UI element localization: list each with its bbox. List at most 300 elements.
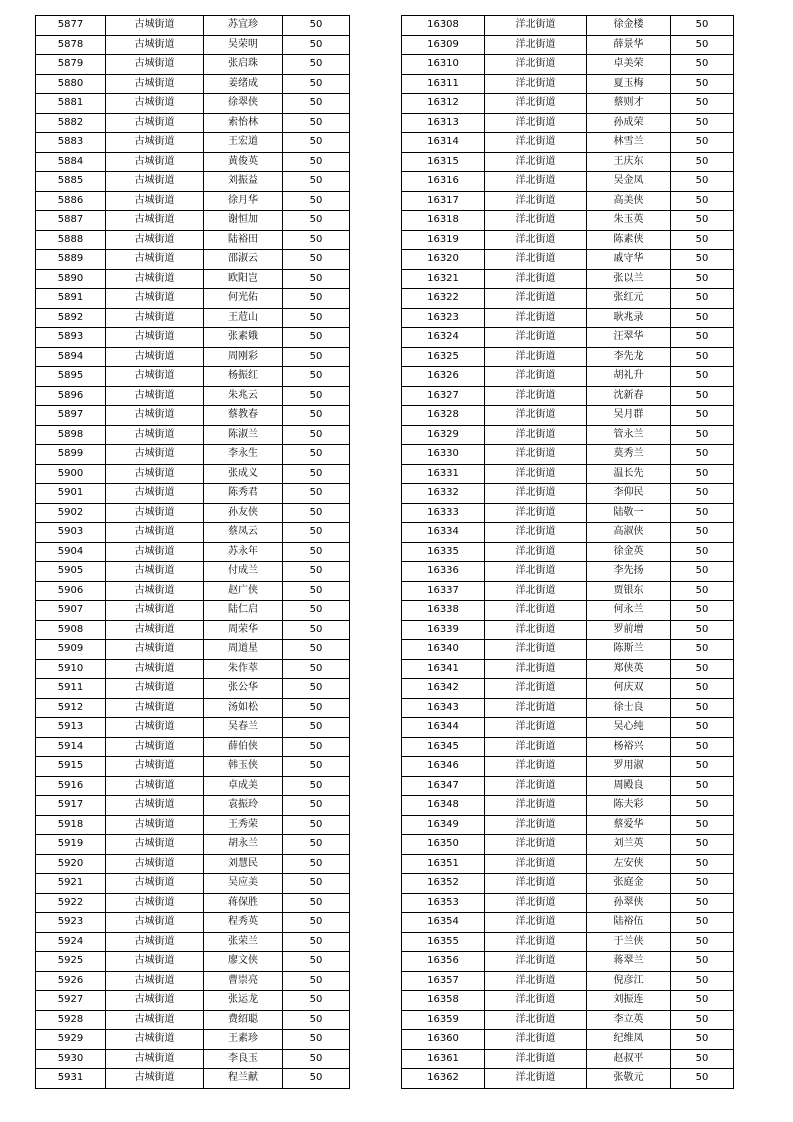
name-cell: 周刚彩 (204, 347, 283, 367)
subdistrict-cell: 洋北街道 (485, 55, 587, 75)
name-cell: 薛景华 (587, 35, 671, 55)
serial-number-cell: 5920 (36, 854, 106, 874)
subdistrict-cell: 洋北街道 (485, 1010, 587, 1030)
amount-cell: 50 (283, 542, 350, 562)
name-cell: 孙成荣 (587, 113, 671, 133)
table-row (402, 308, 734, 328)
subdistrict-cell: 洋北街道 (485, 74, 587, 94)
subdistrict-cell: 洋北街道 (485, 581, 587, 601)
name-cell: 张启珠 (204, 55, 283, 75)
serial-number-cell: 5877 (36, 16, 106, 36)
amount-cell: 50 (283, 1030, 350, 1050)
serial-number-cell: 16323 (402, 308, 485, 328)
subdistrict-cell: 古城街道 (106, 464, 204, 484)
name-cell: 陈夫彩 (587, 796, 671, 816)
amount-cell: 50 (283, 425, 350, 445)
amount-cell: 50 (671, 1030, 734, 1050)
amount-cell: 50 (283, 776, 350, 796)
name-cell: 卓成美 (204, 776, 283, 796)
serial-number-cell: 5893 (36, 328, 106, 348)
serial-number-cell: 5889 (36, 250, 106, 270)
table-row (402, 1010, 734, 1030)
subdistrict-cell: 洋北街道 (485, 757, 587, 777)
name-cell: 周道星 (204, 640, 283, 660)
subdistrict-cell: 洋北街道 (485, 523, 587, 543)
amount-cell: 50 (283, 698, 350, 718)
serial-number-cell: 5916 (36, 776, 106, 796)
table-row (402, 718, 734, 738)
subdistrict-cell: 古城街道 (106, 737, 204, 757)
name-cell: 温长先 (587, 464, 671, 484)
amount-cell: 50 (283, 289, 350, 309)
amount-cell: 50 (283, 971, 350, 991)
subdistrict-cell: 古城街道 (106, 1030, 204, 1050)
subdistrict-cell: 古城街道 (106, 796, 204, 816)
name-cell: 罗用淑 (587, 757, 671, 777)
subdistrict-cell: 洋北街道 (485, 386, 587, 406)
table-row (402, 230, 734, 250)
subdistrict-cell: 洋北街道 (485, 913, 587, 933)
subdistrict-cell: 古城街道 (106, 250, 204, 270)
subdistrict-cell: 洋北街道 (485, 308, 587, 328)
table-row (36, 269, 350, 289)
table-row (402, 425, 734, 445)
table-row (402, 874, 734, 894)
serial-number-cell: 5902 (36, 503, 106, 523)
amount-cell: 50 (671, 55, 734, 75)
name-cell: 黄俊英 (204, 152, 283, 172)
serial-number-cell: 16333 (402, 503, 485, 523)
name-cell: 索怡林 (204, 113, 283, 133)
amount-cell: 50 (283, 406, 350, 426)
amount-cell: 50 (671, 659, 734, 679)
table-row (402, 542, 734, 562)
subdistrict-cell: 古城街道 (106, 152, 204, 172)
subdistrict-cell: 古城街道 (106, 16, 204, 36)
serial-number-cell: 16361 (402, 1049, 485, 1069)
serial-number-cell: 16329 (402, 425, 485, 445)
subdistrict-cell: 古城街道 (106, 757, 204, 777)
amount-cell: 50 (671, 367, 734, 387)
table-row (36, 152, 350, 172)
serial-number-cell: 16357 (402, 971, 485, 991)
serial-number-cell: 16311 (402, 74, 485, 94)
amount-cell: 50 (283, 55, 350, 75)
amount-cell: 50 (671, 347, 734, 367)
amount-cell: 50 (671, 464, 734, 484)
subdistrict-cell: 古城街道 (106, 191, 204, 211)
amount-cell: 50 (671, 523, 734, 543)
subdistrict-cell: 洋北街道 (485, 250, 587, 270)
name-cell: 孙友侠 (204, 503, 283, 523)
table-row (402, 445, 734, 465)
serial-number-cell: 16354 (402, 913, 485, 933)
subdistrict-cell: 古城街道 (106, 523, 204, 543)
table-row (402, 347, 734, 367)
table-row (402, 776, 734, 796)
amount-cell: 50 (671, 445, 734, 465)
serial-number-cell: 16313 (402, 113, 485, 133)
serial-number-cell: 16338 (402, 601, 485, 621)
amount-cell: 50 (283, 1010, 350, 1030)
name-cell: 何光佑 (204, 289, 283, 309)
subdistrict-cell: 洋北街道 (485, 503, 587, 523)
table-row (36, 698, 350, 718)
serial-number-cell: 16347 (402, 776, 485, 796)
serial-number-cell: 5903 (36, 523, 106, 543)
amount-cell: 50 (671, 776, 734, 796)
amount-cell: 50 (671, 737, 734, 757)
subdistrict-cell: 洋北街道 (485, 347, 587, 367)
table-row (36, 620, 350, 640)
table-row (402, 1069, 734, 1089)
subdistrict-cell: 古城街道 (106, 776, 204, 796)
subdistrict-cell: 古城街道 (106, 1010, 204, 1030)
serial-number-cell: 16350 (402, 835, 485, 855)
table-row (402, 796, 734, 816)
subdistrict-cell: 古城街道 (106, 55, 204, 75)
serial-number-cell: 5899 (36, 445, 106, 465)
serial-number-cell: 16340 (402, 640, 485, 660)
serial-number-cell: 16326 (402, 367, 485, 387)
table-row (36, 640, 350, 660)
amount-cell: 50 (671, 971, 734, 991)
subdistrict-cell: 洋北街道 (485, 172, 587, 192)
amount-cell: 50 (671, 1069, 734, 1089)
name-cell: 费绍聪 (204, 1010, 283, 1030)
serial-number-cell: 5927 (36, 991, 106, 1011)
table-row (36, 718, 350, 738)
amount-cell: 50 (283, 367, 350, 387)
serial-number-cell: 5894 (36, 347, 106, 367)
amount-cell: 50 (283, 523, 350, 543)
name-cell: 王宏道 (204, 133, 283, 153)
subdistrict-cell: 洋北街道 (485, 874, 587, 894)
serial-number-cell: 5917 (36, 796, 106, 816)
table-row (402, 74, 734, 94)
name-cell: 谢恒加 (204, 211, 283, 231)
subdistrict-cell: 洋北街道 (485, 269, 587, 289)
table-row (36, 835, 350, 855)
serial-number-cell: 16342 (402, 679, 485, 699)
table-row (36, 35, 350, 55)
table-row (402, 113, 734, 133)
amount-cell: 50 (671, 16, 734, 36)
table-row (402, 503, 734, 523)
table-row (402, 386, 734, 406)
subdistrict-cell: 洋北街道 (485, 796, 587, 816)
name-cell: 高淑侠 (587, 523, 671, 543)
subdistrict-cell: 洋北街道 (485, 328, 587, 348)
amount-cell: 50 (671, 211, 734, 231)
name-cell: 吴春兰 (204, 718, 283, 738)
amount-cell: 50 (671, 172, 734, 192)
name-cell: 姜绪成 (204, 74, 283, 94)
name-cell: 徐月华 (204, 191, 283, 211)
subdistrict-cell: 洋北街道 (485, 601, 587, 621)
name-cell: 周殿良 (587, 776, 671, 796)
amount-cell: 50 (671, 152, 734, 172)
subdistrict-cell: 古城街道 (106, 991, 204, 1011)
name-cell: 郑侠英 (587, 659, 671, 679)
amount-cell: 50 (671, 952, 734, 972)
name-cell: 汤如松 (204, 698, 283, 718)
serial-number-cell: 16320 (402, 250, 485, 270)
amount-cell: 50 (671, 386, 734, 406)
serial-number-cell: 5880 (36, 74, 106, 94)
name-cell: 卓美荣 (587, 55, 671, 75)
subdistrict-cell: 洋北街道 (485, 230, 587, 250)
subdistrict-cell: 洋北街道 (485, 1030, 587, 1050)
table-row (36, 971, 350, 991)
table-row (402, 640, 734, 660)
amount-cell: 50 (283, 679, 350, 699)
table-row (402, 328, 734, 348)
name-cell: 左安侠 (587, 854, 671, 874)
subdistrict-cell: 洋北街道 (485, 679, 587, 699)
subdistrict-cell: 古城街道 (106, 659, 204, 679)
subdistrict-cell: 古城街道 (106, 113, 204, 133)
serial-number-cell: 5891 (36, 289, 106, 309)
amount-cell: 50 (671, 113, 734, 133)
serial-number-cell: 5878 (36, 35, 106, 55)
table-row (402, 562, 734, 582)
amount-cell: 50 (283, 464, 350, 484)
table-row (402, 16, 734, 36)
name-cell: 于兰侠 (587, 932, 671, 952)
amount-cell: 50 (283, 328, 350, 348)
serial-number-cell: 16348 (402, 796, 485, 816)
amount-cell: 50 (671, 425, 734, 445)
name-cell: 陈淑兰 (204, 425, 283, 445)
left-table-body (36, 16, 350, 1089)
serial-number-cell: 5928 (36, 1010, 106, 1030)
amount-cell: 50 (283, 35, 350, 55)
serial-number-cell: 16324 (402, 328, 485, 348)
table-row (36, 211, 350, 231)
serial-number-cell: 5930 (36, 1049, 106, 1069)
amount-cell: 50 (283, 913, 350, 933)
amount-cell: 50 (283, 16, 350, 36)
serial-number-cell: 5907 (36, 601, 106, 621)
amount-cell: 50 (283, 737, 350, 757)
amount-cell: 50 (283, 133, 350, 153)
amount-cell: 50 (671, 328, 734, 348)
name-cell: 李仰民 (587, 484, 671, 504)
serial-number-cell: 16334 (402, 523, 485, 543)
name-cell: 张以兰 (587, 269, 671, 289)
serial-number-cell: 16345 (402, 737, 485, 757)
subdistrict-cell: 洋北街道 (485, 425, 587, 445)
table-row (36, 562, 350, 582)
subdistrict-cell: 洋北街道 (485, 464, 587, 484)
table-row (36, 113, 350, 133)
table-row (36, 796, 350, 816)
table-row (36, 308, 350, 328)
amount-cell: 50 (671, 991, 734, 1011)
amount-cell: 50 (283, 503, 350, 523)
name-cell: 王苊山 (204, 308, 283, 328)
table-row (36, 16, 350, 36)
serial-number-cell: 5886 (36, 191, 106, 211)
serial-number-cell: 5922 (36, 893, 106, 913)
name-cell: 蒋翠兰 (587, 952, 671, 972)
name-cell: 何庆双 (587, 679, 671, 699)
subdistrict-cell: 古城街道 (106, 445, 204, 465)
table-row (36, 191, 350, 211)
serial-number-cell: 16358 (402, 991, 485, 1011)
name-cell: 李先龙 (587, 347, 671, 367)
subdistrict-cell: 古城街道 (106, 562, 204, 582)
table-row (36, 367, 350, 387)
name-cell: 蔡教春 (204, 406, 283, 426)
table-row (402, 55, 734, 75)
right-table-body (402, 16, 734, 1089)
serial-number-cell: 16316 (402, 172, 485, 192)
amount-cell: 50 (283, 484, 350, 504)
name-cell: 刘兰英 (587, 835, 671, 855)
subdistrict-cell: 洋北街道 (485, 445, 587, 465)
serial-number-cell: 5895 (36, 367, 106, 387)
subdistrict-cell: 古城街道 (106, 854, 204, 874)
amount-cell: 50 (283, 1069, 350, 1089)
serial-number-cell: 5908 (36, 620, 106, 640)
subdistrict-cell: 古城街道 (106, 698, 204, 718)
subdistrict-cell: 古城街道 (106, 406, 204, 426)
table-row (36, 679, 350, 699)
amount-cell: 50 (671, 133, 734, 153)
serial-number-cell: 16310 (402, 55, 485, 75)
serial-number-cell: 5905 (36, 562, 106, 582)
serial-number-cell: 5924 (36, 932, 106, 952)
name-cell: 张运龙 (204, 991, 283, 1011)
name-cell: 莫秀兰 (587, 445, 671, 465)
name-cell: 陆仁启 (204, 601, 283, 621)
name-cell: 张荣兰 (204, 932, 283, 952)
serial-number-cell: 16360 (402, 1030, 485, 1050)
table-row (36, 893, 350, 913)
table-row (36, 854, 350, 874)
subdistrict-cell: 古城街道 (106, 74, 204, 94)
subdistrict-cell: 古城街道 (106, 581, 204, 601)
table-row (402, 854, 734, 874)
subdistrict-cell: 洋北街道 (485, 893, 587, 913)
table-row (36, 386, 350, 406)
table-row (402, 133, 734, 153)
amount-cell: 50 (671, 932, 734, 952)
amount-cell: 50 (671, 601, 734, 621)
serial-number-cell: 16344 (402, 718, 485, 738)
table-row (36, 133, 350, 153)
serial-number-cell: 16331 (402, 464, 485, 484)
name-cell: 周荣华 (204, 620, 283, 640)
name-cell: 杨振红 (204, 367, 283, 387)
table-row (402, 211, 734, 231)
name-cell: 张庭金 (587, 874, 671, 894)
amount-cell: 50 (671, 815, 734, 835)
table-row (402, 367, 734, 387)
serial-number-cell: 5912 (36, 698, 106, 718)
name-cell: 付成兰 (204, 562, 283, 582)
serial-number-cell: 5881 (36, 94, 106, 114)
table-row (402, 757, 734, 777)
amount-cell: 50 (283, 445, 350, 465)
serial-number-cell: 5892 (36, 308, 106, 328)
amount-cell: 50 (283, 386, 350, 406)
name-cell: 刘振益 (204, 172, 283, 192)
subdistrict-cell: 洋北街道 (485, 659, 587, 679)
name-cell: 苏永年 (204, 542, 283, 562)
amount-cell: 50 (283, 718, 350, 738)
amount-cell: 50 (671, 503, 734, 523)
table-row (36, 874, 350, 894)
subdistrict-cell: 古城街道 (106, 35, 204, 55)
serial-number-cell: 5913 (36, 718, 106, 738)
name-cell: 贾银东 (587, 581, 671, 601)
serial-number-cell: 16330 (402, 445, 485, 465)
subdistrict-cell: 古城街道 (106, 386, 204, 406)
name-cell: 徐金英 (587, 542, 671, 562)
table-row (36, 328, 350, 348)
subdistrict-cell: 洋北街道 (485, 133, 587, 153)
amount-cell: 50 (283, 601, 350, 621)
table-row (36, 503, 350, 523)
subdistrict-cell: 洋北街道 (485, 1049, 587, 1069)
name-cell: 李先扬 (587, 562, 671, 582)
subdistrict-cell: 古城街道 (106, 815, 204, 835)
serial-number-cell: 16315 (402, 152, 485, 172)
name-cell: 蒋保胜 (204, 893, 283, 913)
subdistrict-cell: 洋北街道 (485, 152, 587, 172)
name-cell: 胡永兰 (204, 835, 283, 855)
name-cell: 杨裕兴 (587, 737, 671, 757)
amount-cell: 50 (283, 230, 350, 250)
serial-number-cell: 5911 (36, 679, 106, 699)
name-cell: 陆裕田 (204, 230, 283, 250)
subdistrict-cell: 古城街道 (106, 133, 204, 153)
amount-cell: 50 (283, 659, 350, 679)
name-cell: 王素珍 (204, 1030, 283, 1050)
serial-number-cell: 16328 (402, 406, 485, 426)
subdistrict-cell: 洋北街道 (485, 640, 587, 660)
subdistrict-cell: 洋北街道 (485, 542, 587, 562)
table-row (36, 1010, 350, 1030)
table-row (402, 991, 734, 1011)
serial-number-cell: 5879 (36, 55, 106, 75)
amount-cell: 50 (283, 932, 350, 952)
subdistrict-cell: 洋北街道 (485, 952, 587, 972)
subdistrict-cell: 古城街道 (106, 952, 204, 972)
name-cell: 朱玉英 (587, 211, 671, 231)
name-cell: 吴心纯 (587, 718, 671, 738)
serial-number-cell: 5918 (36, 815, 106, 835)
subdistrict-cell: 古城街道 (106, 425, 204, 445)
subdistrict-cell: 古城街道 (106, 289, 204, 309)
serial-number-cell: 16343 (402, 698, 485, 718)
name-cell: 薛伯侠 (204, 737, 283, 757)
subdistrict-cell: 古城街道 (106, 601, 204, 621)
subdistrict-cell: 洋北街道 (485, 854, 587, 874)
table-row (402, 269, 734, 289)
serial-number-cell: 16309 (402, 35, 485, 55)
amount-cell: 50 (671, 289, 734, 309)
amount-cell: 50 (671, 874, 734, 894)
serial-number-cell: 16351 (402, 854, 485, 874)
amount-cell: 50 (283, 172, 350, 192)
table-row (402, 406, 734, 426)
amount-cell: 50 (671, 620, 734, 640)
serial-number-cell: 16356 (402, 952, 485, 972)
